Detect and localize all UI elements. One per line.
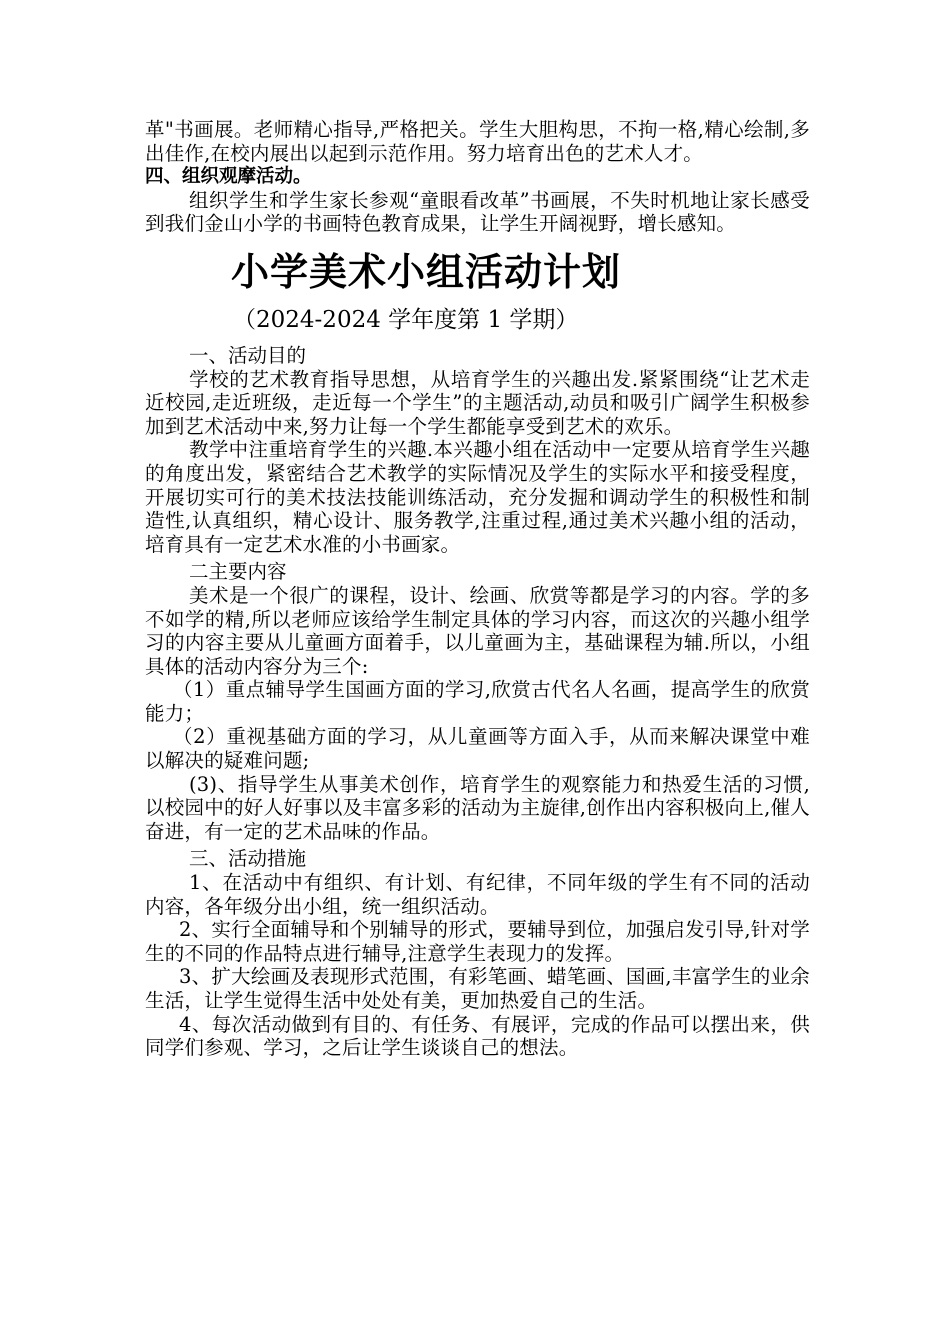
section-four-body: 组织学生和学生家长参观“童眼看改革”书画展，不失时机地让家长感受到我们金山小学的书画特色教育成果，让学生开阔视野，增长感知。	[145, 188, 810, 236]
section-three-measure-4: 4、每次活动做到有目的、有任务、有展评，完成的作品可以摆出来，供同学们参观、学习，之后让学生谈谈自己的想法。	[145, 1012, 810, 1060]
section-two-label: 二主要内容	[189, 560, 287, 584]
section-two-item-2: （2）重视基础方面的学习，从儿童画等方面入手，从而来解决课堂中难以解决的疑难问题;	[145, 725, 810, 773]
section-three-label: 三、活动措施	[189, 847, 307, 871]
section-three-measure-1: 1、在活动中有组织、有计划、有纪律，不同年级的学生有不同的活动内容，各年级分出小组，统一组织活动。	[145, 871, 810, 918]
section-two-item-3: (3)、指导学生从事美术创作，培育学生的观察能力和热爱生活的习惯,以校园中的好人好事以及丰富多彩的活动为主旋律,创作出内容积极向上,催人奋进，有一定的艺术品味的作品。	[145, 772, 810, 843]
section-one-paragraph-1: 学校的艺术教育指导思想，从培育学生的兴趣出发.紧紧围绕“让艺术走近校园,走近班级，走近每一个学生”的主题活动,动员和吸引广阔学生积极参加到艺术活动中来,努力让每一个学生都能享受到艺术的欢乐。	[145, 367, 810, 438]
section-four-heading: 四、组织观摩活动。	[145, 166, 312, 188]
document-title: 小学美术小组活动计划	[231, 249, 622, 294]
section-one-paragraph-2: 教学中注重培育学生的兴趣.本兴趣小组在活动中一定要从培育学生兴趣的角度出发，紧密结合艺术教学的实际情况及学生的实际水平和接受程度，开展切实可行的美术技法技能训练活动，充分发掘和调动学生的积极性和制造性,认真组织，精心设计、服务教学,注重过程,通过美术兴趣小组的活动，培育具有一定艺术水准的小书画家。	[145, 438, 810, 556]
section-two-paragraph: 美术是一个很广的课程，设计、绘画、欣赏等都是学习的内容。学的多不如学的精,所以老师应该给学生制定具体的学习内容，而这次的兴趣小组学习的内容主要从儿童画方面着手，以儿童画为主，基础课程为辅.所以，小组具体的活动内容分为三个:	[145, 583, 810, 678]
top-paragraph: 革"书画展。老师精心指导,严格把关。学生大胆构思，不拘一格,精心绘制,多出佳作,在校内展出以起到示范作用。努力培育出色的艺术人才。	[145, 118, 810, 165]
section-three-measure-2: 2、实行全面辅导和个别辅导的形式，要辅导到位，加强启发引导,针对学生的不同的作品特点进行辅导,注意学生表现力的发挥。	[145, 918, 810, 965]
section-three-measure-3: 3、扩大绘画及表现形式范围，有彩笔画、蜡笔画、国画,丰富学生的业余生活，让学生觉得生活中处处有美，更加热爱自己的生活。	[145, 965, 810, 1012]
section-two-item-1: （1）重点辅导学生国画方面的学习,欣赏古代名人名画，提高学生的欣赏能力；	[145, 678, 810, 725]
document-page	[145, 118, 810, 1060]
section-one-label: 一、活动目的	[189, 343, 307, 367]
document-subtitle: （2024-2024 学年度第 1 学期）	[233, 306, 579, 333]
